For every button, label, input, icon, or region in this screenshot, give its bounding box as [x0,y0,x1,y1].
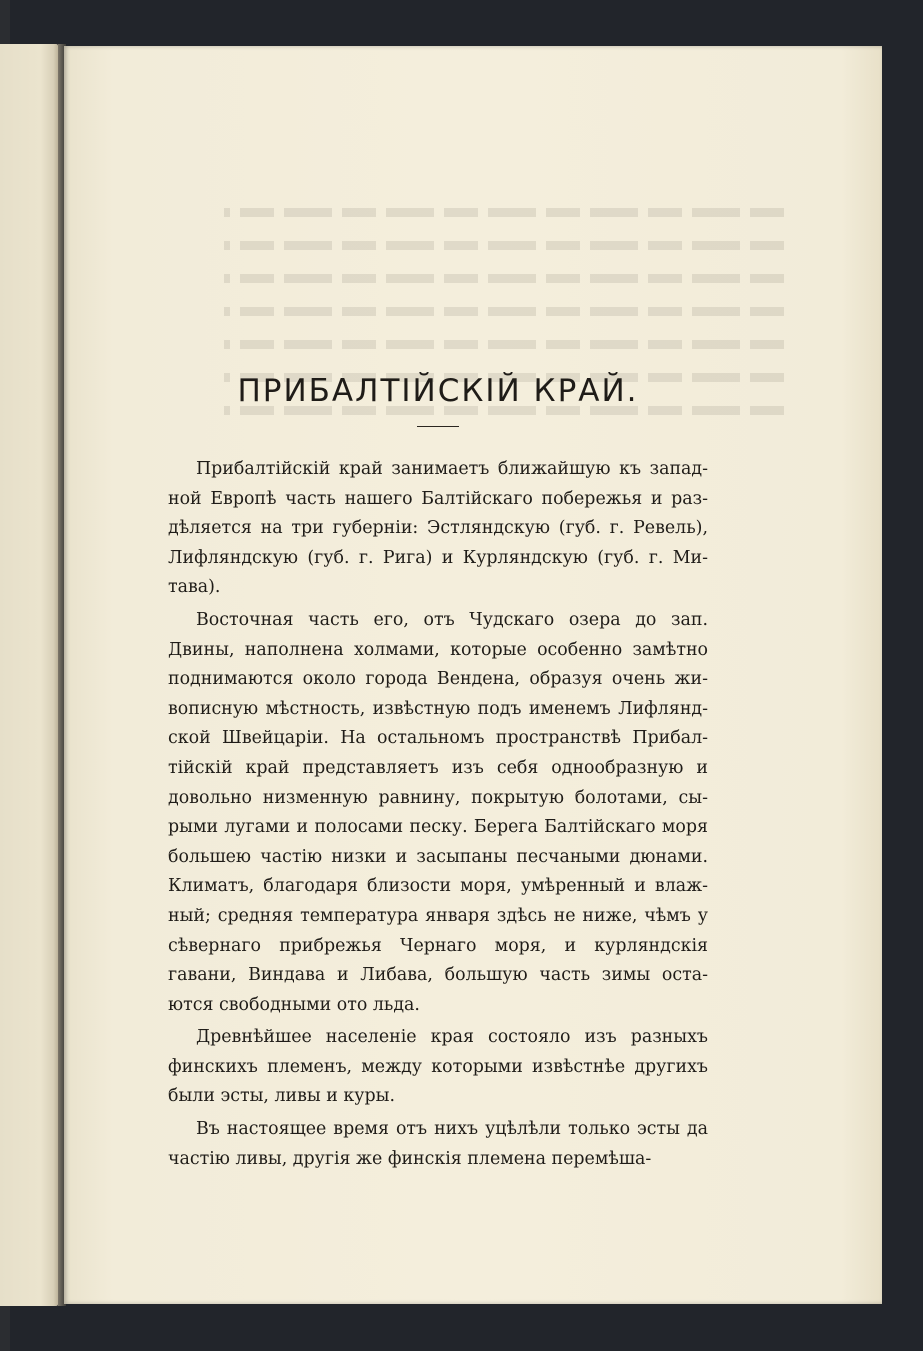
page-title: ПРИБАЛТІЙСКІЙ КРАЙ. [237,373,639,409]
page-content [168,360,708,1177]
paragraph-2: Восточная часть его, отъ Чудскаго озера до зап. Двины, наполнена холмами, которые особенно замѣтно поднимаются около города Вендена, образуя очень жи-вописную мѣстность, извѣстную подъ именемъ Лифлянд-ской Швейцаріи. На остальномъ пространствѣ Прибал-тійскій край представляетъ изъ себя однообразную и довольно низменную равнину, покрытую болотами, сы-рыми лугами и полосами песку. Берега Балтійскаго моря большею частію низки и засыпаны песчаными дюнами. Климатъ, благодаря близости моря, умѣренный и влаж-ный; средняя температура января здѣсь не ниже, чѣмъ у сѣвернаго прибрежья Чернаго моря, и курляндскія гавани, Виндава и Либава, большую часть зимы оста-ются свободными ото льда. [168,609,708,1015]
paragraph-1: Прибалтійскій край занимаетъ ближайшую къ запад-ной Европѣ часть нашего Балтійскаго побережья и раз-дѣляется на три губерніи: Эстляндскую (губ. г. Ревель), Лифляндскую (губ. г. Рига) и Курляндскую (губ. г. Ми-тава). [168,459,708,598]
paragraph-3: Древнѣйшее населеніе края состояло изъ разныхъ финскихъ племенъ, между которыми извѣстнѣе другихъ были эсты, ливы и куры. [168,1027,708,1107]
title-divider [417,426,459,427]
left-page-edge [0,44,58,1306]
paragraph-4: Въ настоящее время отъ нихъ уцѣлѣли только эсты да частію ливы, другія же финскія племена перемѣша- [168,1119,708,1169]
